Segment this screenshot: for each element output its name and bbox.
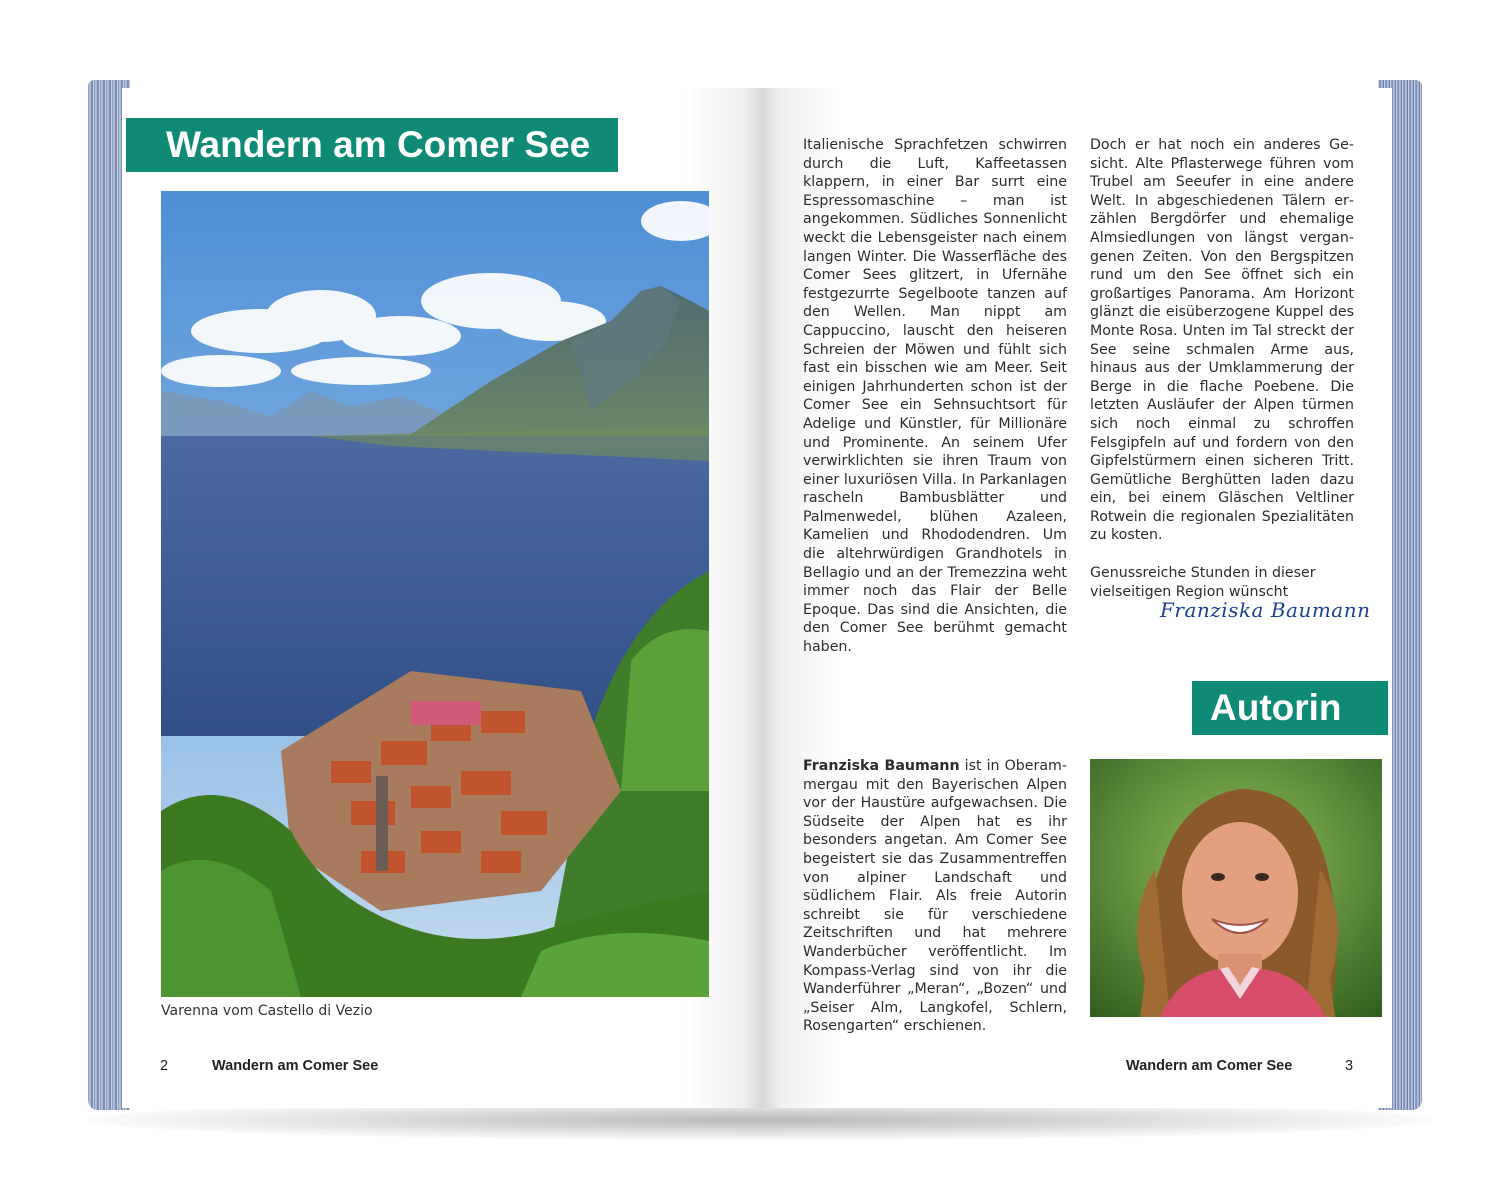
author-bio-body: ist in Oberammergau mit den Bayerischen Alpen vor der Haustüre aufgewachsen. Die Südseite der Alpen hat es ihr besonders angetan. Am Comer See begeistert sie das Zusammentreffen von alpiner Landschaft und südlichem Flair. Als freie Autorin schreibt sie für verschiedene Zeitschriften und hat mehrere Wanderbücher veröffentlicht. Im Kompass-Verlag sind von ihr die Wanderführer „Meran“, „Bozen“ und „Seiser Alm, Langkofel, Schlern, Rosengarten“ erschienen. [803, 758, 1067, 1035]
photo-caption: Varenna vom Castello di Vezio [161, 1003, 373, 1019]
running-header-left: Wandern am Comer See [212, 1058, 379, 1074]
text-column-1 [803, 136, 1067, 657]
greeting: Genussreiche Stunden in dieser vielseitigen Region wünscht [1090, 565, 1316, 600]
author-name: Franziska Baumann [803, 758, 960, 774]
author-heading: Autorin [1192, 681, 1388, 735]
author-bio-text [803, 757, 1067, 1036]
author-bio [803, 757, 1067, 1036]
page-title: Wandern am Comer See [126, 118, 618, 172]
author-portrait [1090, 759, 1382, 1017]
author-signature: Franziska Baumann [1160, 598, 1371, 622]
page-number-left: 2 [160, 1058, 169, 1074]
intro-paragraph: Italienische Sprachfetzen schwirren durch die Luft, Kaffeetassen klappern, in einer Bar surrt eine Espressomaschine – man ist angekommen. Südliches Sonnenlicht weckt die Lebensgeister nach einem langen Winter. Die Wasserfläche des Comer Sees glitzert, in Ufernähe festgezurrte Segelboote tanzen auf den Wellen. Man nippt am Cappuccino, lauscht den heiseren Schreien der Möwen und fühlt sich fast ein bisschen wie am Meer. Seit einigen Jahrhunderten schon ist der Comer See ein Sehnsuchtsort für Adelige und Künstler, für Millionäre und Prominente. An seinem Ufer verwirklichten sie ihren Traum von einer luxuriösen Villa. In Parkanlagen rascheln Bambusblätter und Palmenwedel, blühen Azaleen, Kamelien und Rhododendren. Um die altehrwürdigen Grandhotels in Bellagio und an der Tremezzina weht immer noch das Flair der Belle Epoque. Das sind die Ansichten, die den Comer See berühmt gemacht haben. [803, 137, 1067, 656]
running-header-right: Wandern am Comer See [1126, 1058, 1293, 1074]
page-number-right: 3 [1345, 1058, 1354, 1074]
text-column-2 [1090, 136, 1354, 601]
second-paragraph: Doch er hat noch ein anderes Gesicht. Alte Pflasterwege führen vom Trubel am Seeufer in eine andere Welt. In abgeschiedenen Tälern erzählen Bergdörfer und ehemalige Almsiedlungen von längst vergangenen Zeiten. Von den Bergspitzen rund um den See öffnet sich ein großartiges Panorama. Am Horizont glänzt die eisüberzogene Kuppel des Monte Rosa. Unten im Tal streckt der See seine schmalen Arme aus, hinaus aus der Umklammerung der Berge in die flache Poebene. Die letzten Ausläufer der Alpen türmen sich noch einmal zu schroffen Felsgipfeln auf und fordern von den Gipfelstürmern einen sicheren Tritt. Gemütliche Berghütten laden dazu ein, bei einem Gläschen Veltliner Rotwein die regionalen Spezialitäten zu kosten. [1090, 137, 1354, 544]
lake-como-photo [161, 191, 709, 997]
